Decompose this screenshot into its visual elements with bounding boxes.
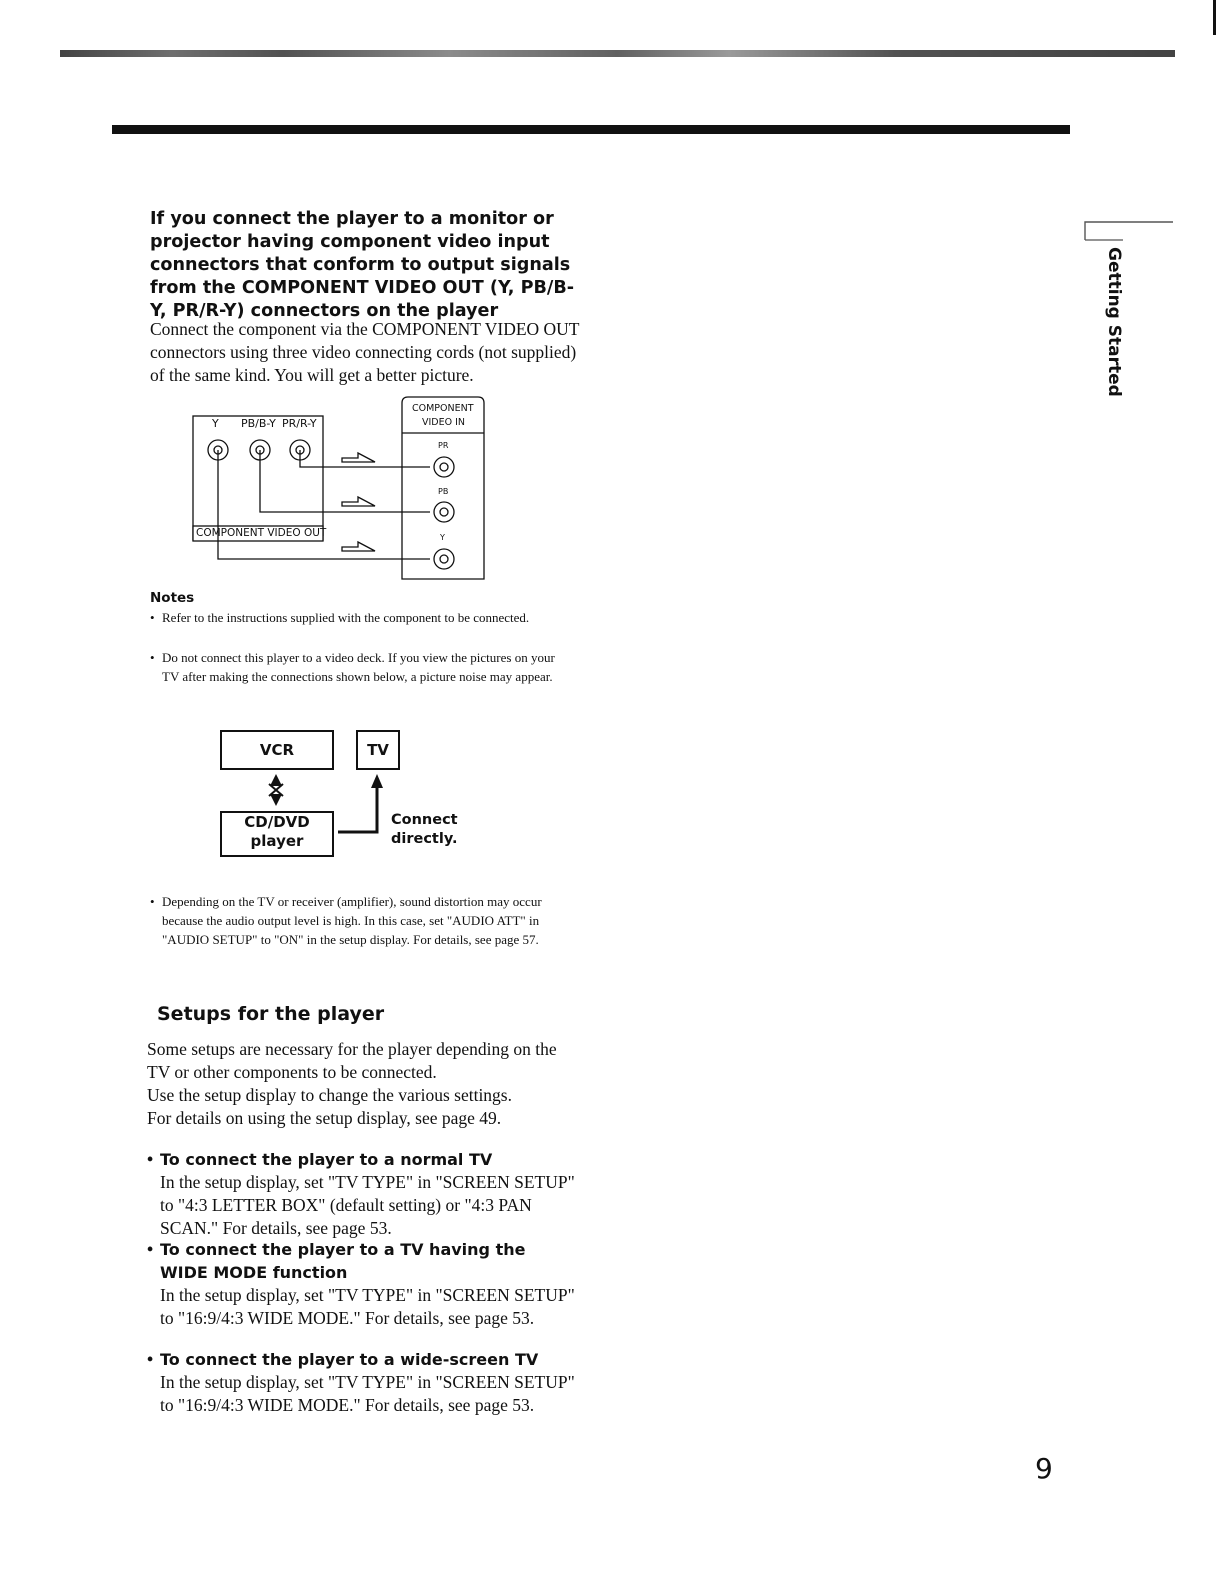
scan-edge-mark — [1213, 0, 1216, 35]
bullet-icon: • — [147, 1239, 154, 1259]
bullet-icon: • — [150, 650, 155, 665]
note-text: Do not connect this player to a video deck. If you view the pictures on your TV after making the connections shown below, a picture noise may appear. — [162, 650, 555, 684]
setups-intro-line: Some setups are necessary for the player depending on the TV or other components to be connected. — [147, 1039, 557, 1082]
component-body: Connect the component via the COMPONENT VIDEO OUT connectors using three video connecting cords (not supplied) of the same kind. You will get a better picture. — [150, 319, 580, 385]
connection-arrows — [250, 768, 400, 838]
jack-label-y: Y — [212, 417, 219, 430]
note-text: Refer to the instructions supplied with the component to be connected. — [162, 610, 530, 625]
connection-arrows-figure — [250, 768, 400, 838]
scan-artifact-line — [60, 50, 1175, 57]
connect-line1: Connect — [391, 812, 458, 828]
setups-intro — [147, 1038, 567, 1130]
note-text: Depending on the TV or receiver (amplifier), sound distortion may occur because the audio output level is high. In this case, set "AUDIO ATT" in "AUDIO SETUP" to "ON" in the setup display. For details, see page 57. — [162, 894, 542, 947]
setup-bullet-body: In the setup display, set "TV TYPE" in "SCREEN SETUP" to "4:3 LETTER BOX" (default setting) or "4:3 PAN SCAN." For details, see page 53. — [160, 1172, 575, 1238]
page-number: 9 — [1035, 1452, 1053, 1485]
bullet-icon: • — [150, 610, 155, 625]
side-tab — [1090, 247, 1130, 397]
notes-title: Notes — [150, 590, 195, 606]
jack-label-pb: PB/B-Y — [241, 417, 276, 430]
tv-jack-label-pb: PB — [438, 487, 449, 496]
setup-bullet-body: In the setup display, set "TV TYPE" in "SCREEN SETUP" to "16:9/4:3 WIDE MODE." For details, see page 53. — [160, 1285, 575, 1328]
tv-panel-label-2: VIDEO IN — [422, 417, 466, 428]
player-box-line2: player — [250, 832, 304, 850]
setup-bullet — [147, 1238, 577, 1330]
setup-bullet-heading: To connect the player to a wide-screen TV — [160, 1350, 539, 1369]
vcr-box: VCR — [220, 730, 334, 770]
tv-box: TV — [356, 730, 400, 770]
note-item — [150, 892, 570, 949]
connect-line2: directly. — [391, 831, 458, 847]
jack-label-pr: PR/R-Y — [282, 417, 317, 430]
header-rule — [112, 125, 1070, 134]
connect-directly-label — [391, 811, 458, 849]
setups-intro-line: For details on using the setup display, see page 49. — [147, 1108, 502, 1128]
bullet-icon: • — [147, 1349, 154, 1369]
note-item — [150, 648, 570, 686]
component-connection-diagram — [190, 395, 490, 585]
tv-panel-label-1: COMPONENT — [412, 403, 474, 414]
component-heading: If you connect the player to a monitor or projector having component video input connectors that conform to output signals from the COMPONENT VIDEO OUT (Y, PB/B-Y, PR/R-Y) connectors on the player — [150, 209, 575, 321]
side-tab-bracket — [1083, 220, 1175, 242]
setup-bullet-body: In the setup display, set "TV TYPE" in "SCREEN SETUP" to "16:9/4:3 WIDE MODE." For details, see page 53. — [160, 1372, 575, 1415]
setup-bullet — [147, 1148, 577, 1240]
tv-jack-label-pr: PR — [438, 441, 449, 450]
setup-bullet — [147, 1348, 577, 1417]
side-tab-bracket-icon — [1083, 220, 1175, 242]
setups-title: Setups for the player — [157, 1003, 385, 1025]
note-item — [150, 608, 570, 627]
setups-intro-line: Use the setup display to change the various settings. — [147, 1085, 512, 1105]
tv-jack-label-y: Y — [440, 533, 445, 542]
bullet-icon: • — [147, 1149, 154, 1169]
setup-bullet-heading: To connect the player to a normal TV — [160, 1150, 493, 1169]
player-panel-label: COMPONENT VIDEO OUT — [196, 527, 327, 539]
bullet-icon: • — [150, 894, 155, 909]
player-box-line1: CD/DVD — [244, 813, 310, 831]
side-tab-label: Getting Started — [1104, 247, 1124, 397]
setup-bullet-heading: To connect the player to a TV having the WIDE MODE function — [160, 1240, 526, 1282]
